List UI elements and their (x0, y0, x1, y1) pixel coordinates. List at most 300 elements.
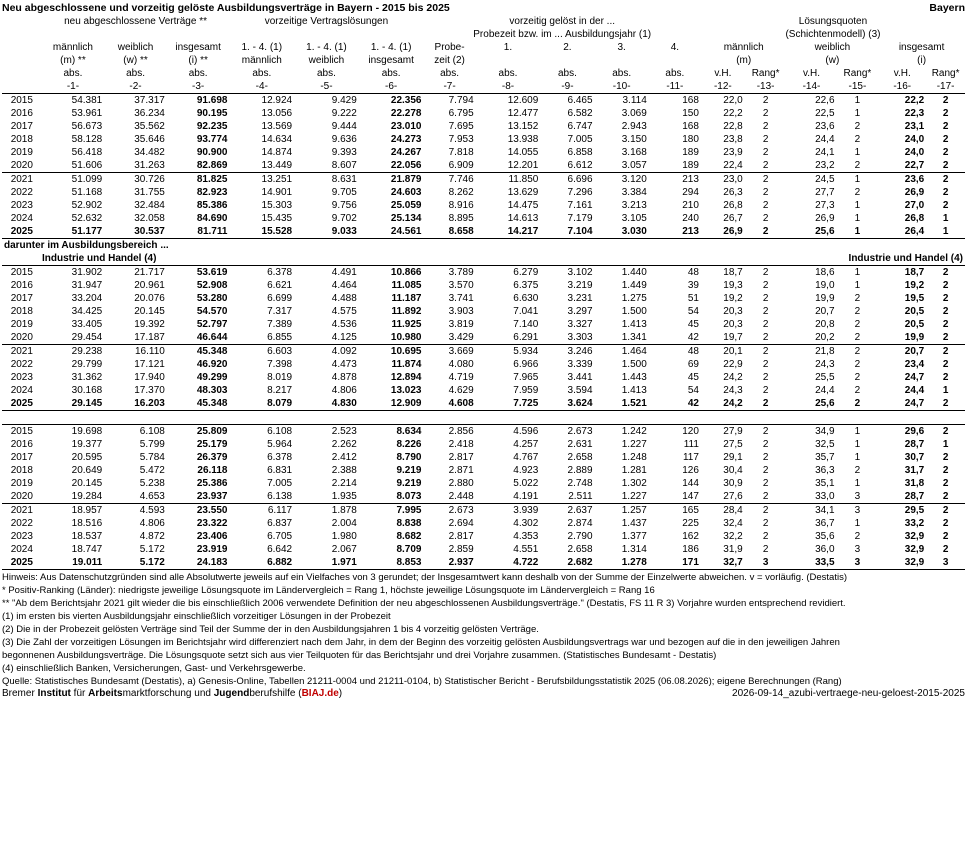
value-cell: 7.794 (448, 94, 474, 106)
col-4-sub: männlich (241, 54, 282, 66)
value-cell: 6.909 (448, 159, 474, 171)
index-cell: -1- (42, 80, 105, 94)
value-cell: 3.168 (621, 146, 647, 158)
value-cell: 8.916 (448, 199, 474, 211)
value-cell: 24,0 (904, 146, 925, 158)
value-cell: 49.299 (196, 371, 228, 383)
value-cell: 3.327 (567, 318, 593, 330)
value-cell: 31.263 (134, 159, 165, 171)
year-cell: 2025 (2, 556, 42, 570)
value-cell: 20.649 (71, 464, 103, 476)
table-row (2, 517, 965, 530)
value-cell: 213 (649, 173, 701, 187)
unit-cell: Rang* (931, 67, 960, 79)
value-cell: 2 (854, 159, 861, 171)
value-cell: 19,9 (815, 292, 835, 304)
value-cell: 2.856 (448, 425, 474, 437)
year-cell: 2021 (2, 173, 42, 187)
value-cell: 6.375 (513, 279, 539, 291)
value-cell: 2 (762, 94, 769, 106)
note-line: (3) Die Zahl der vorzeitigen Lösungen im Berichtsjahr wird differenziert nach dem Jahr, in dem der Beginn des vorzeitig gelösten Ausbildungsvertrags war und bezogen auf die in den jeweiligen Jahren (2, 637, 840, 648)
header-row-3 (2, 41, 965, 54)
value-cell: 81.711 (167, 225, 230, 239)
value-cell: 1 (926, 225, 965, 239)
value-cell: 19,9 (904, 331, 925, 343)
value-cell: 16.110 (104, 345, 167, 359)
value-cell: 23,4 (904, 358, 925, 370)
value-cell: 11.892 (391, 305, 422, 317)
value-cell: 24,3 (815, 358, 835, 370)
col-9-label: 2. (563, 41, 572, 53)
value-cell: 81.825 (167, 173, 230, 187)
value-cell: 26,9 (904, 186, 925, 198)
value-cell: 4.191 (513, 490, 539, 502)
header-row-2 (2, 28, 965, 41)
value-cell: 3.102 (567, 266, 593, 278)
value-cell: 24,2 (723, 371, 743, 383)
value-cell: 7.179 (567, 212, 593, 224)
value-cell: 165 (649, 504, 701, 518)
value-cell: 2 (762, 159, 769, 171)
value-cell: 4.722 (476, 556, 541, 570)
index-cell: -14- (786, 80, 836, 94)
value-cell: 225 (682, 517, 699, 529)
value-cell: 35,6 (815, 530, 835, 542)
value-cell: 2.673 (423, 504, 475, 518)
value-cell: 2 (942, 266, 949, 278)
value-cell: 11.085 (391, 279, 422, 291)
col-11-label: 4. (670, 41, 680, 53)
value-cell: 9.222 (331, 107, 357, 119)
unit-cell: abs. (665, 67, 685, 79)
table-row (2, 159, 965, 173)
value-cell: 32,4 (723, 517, 743, 529)
value-cell: 2 (762, 292, 769, 304)
value-cell: 9.702 (331, 212, 357, 224)
value-cell: 14.874 (261, 146, 293, 158)
index-cell: -6- (359, 80, 424, 94)
value-cell: 2 (942, 94, 949, 106)
value-cell: 26,8 (723, 199, 743, 211)
value-cell: 2.937 (423, 556, 475, 570)
value-cell: 36,3 (815, 464, 835, 476)
table-row (2, 397, 965, 411)
value-cell: 14.613 (507, 212, 539, 224)
value-cell: 13.938 (507, 133, 539, 145)
year-cell: 2016 (10, 438, 33, 450)
value-cell: 24,4 (815, 384, 835, 396)
value-cell: 32.058 (134, 212, 165, 224)
value-cell: 19,0 (815, 279, 835, 291)
value-cell: 9.219 (396, 477, 422, 489)
value-cell: 2.790 (567, 530, 593, 542)
value-cell: 25.809 (196, 425, 228, 437)
value-cell: 10.866 (390, 266, 422, 278)
value-cell: 1.464 (595, 345, 649, 359)
value-cell: 4.653 (139, 490, 165, 502)
year-cell: 2024 (10, 543, 33, 555)
value-cell: 6.465 (567, 94, 593, 106)
value-cell: 294 (682, 186, 699, 198)
value-cell: 19,5 (904, 292, 925, 304)
value-cell: 9.219 (396, 464, 422, 476)
value-cell: 1 (854, 425, 861, 437)
value-cell: 2.418 (448, 438, 474, 450)
value-cell: 22,2 (904, 94, 925, 106)
value-cell: 21.879 (359, 173, 424, 187)
table-row (2, 94, 965, 108)
value-cell: 26.118 (197, 464, 228, 476)
value-cell: 20,7 (815, 305, 835, 317)
value-cell: 3.150 (621, 133, 647, 145)
value-cell: 13.449 (261, 159, 293, 171)
value-cell: 90.900 (196, 146, 228, 158)
value-cell: 6.966 (513, 358, 539, 370)
value-cell: 2.004 (331, 517, 357, 529)
value-cell: 19.284 (71, 490, 103, 502)
section2-label-right: Industrie und Handel (4) (701, 252, 965, 266)
value-cell: 35,1 (815, 477, 835, 489)
value-cell: 9.636 (331, 133, 357, 145)
value-cell: 3.819 (448, 318, 474, 330)
col-6-label: 1. - 4. (1) (370, 41, 412, 53)
value-cell: 2 (942, 425, 949, 437)
header-index-row (2, 80, 965, 94)
quota-i-label: insgesamt (898, 41, 945, 53)
value-cell: 16.203 (104, 397, 167, 411)
value-cell: 39 (687, 279, 699, 291)
value-cell: 171 (649, 556, 701, 570)
value-cell: 1.413 (621, 384, 647, 396)
value-cell: 5.238 (139, 477, 165, 489)
value-cell: 33,5 (786, 556, 836, 570)
value-cell: 1 (854, 451, 861, 463)
value-cell: 2 (745, 504, 787, 518)
value-cell: 2 (854, 186, 861, 198)
value-cell: 24,4 (904, 384, 925, 396)
value-cell: 7.995 (359, 504, 424, 518)
value-cell: 42 (687, 331, 699, 343)
value-cell: 1.314 (621, 543, 647, 555)
value-cell: 6.612 (567, 159, 593, 171)
value-cell: 22,6 (815, 94, 835, 106)
value-cell: 120 (682, 425, 699, 437)
value-cell: 58.128 (71, 133, 103, 145)
unit-cell: abs. (63, 67, 83, 79)
value-cell: 36,7 (815, 517, 835, 529)
col-7-label: Probe- (434, 41, 465, 53)
value-cell: 31,9 (723, 543, 743, 555)
value-cell: 25.059 (390, 199, 422, 211)
value-cell: 1.257 (595, 504, 649, 518)
value-cell: 2 (942, 133, 949, 145)
value-cell: 23.937 (196, 490, 228, 502)
value-cell: 6.378 (267, 451, 293, 463)
value-cell: 23,9 (723, 146, 743, 158)
value-cell: 17.121 (134, 358, 165, 370)
value-cell: 1 (854, 94, 861, 106)
value-cell: 4.608 (423, 397, 475, 411)
value-cell: 5.799 (139, 438, 165, 450)
value-cell: 20,7 (878, 345, 926, 359)
col-2-label: weiblich (117, 41, 154, 53)
value-cell: 4.923 (513, 464, 539, 476)
value-cell: 20,3 (723, 305, 743, 317)
value-cell: 4.488 (331, 292, 357, 304)
value-cell: 4.491 (331, 266, 357, 278)
value-cell: 20.145 (71, 477, 103, 489)
value-cell: 2.682 (540, 556, 594, 570)
quota-w-label: weiblich (814, 41, 851, 53)
value-cell: 52.797 (196, 318, 228, 330)
value-cell: 2 (762, 477, 769, 489)
value-cell: 27,0 (904, 199, 925, 211)
value-cell: 4.593 (104, 504, 167, 518)
header-quota-2: (Schichtenmodell) (3) (785, 28, 881, 40)
value-cell: 2 (762, 438, 769, 450)
value-cell: 1.971 (294, 556, 359, 570)
value-cell: 2 (854, 464, 861, 476)
value-cell: 85.386 (196, 199, 228, 211)
value-cell: 3.570 (448, 279, 474, 291)
value-cell: 34.482 (134, 146, 165, 158)
value-cell: 4.257 (513, 438, 539, 450)
value-cell: 18.516 (71, 517, 103, 529)
value-cell: 3.231 (567, 292, 593, 304)
value-cell: 4.878 (331, 371, 357, 383)
value-cell: 31.947 (71, 279, 103, 291)
value-cell: 2.523 (331, 425, 357, 437)
col-1-sub: (m) ** (60, 54, 86, 66)
value-cell: 189 (682, 146, 699, 158)
unit-cell: abs. (252, 67, 272, 79)
value-cell: 3 (745, 556, 787, 570)
value-cell: 4.464 (331, 279, 357, 291)
value-cell: 51.168 (71, 186, 103, 198)
value-cell: 48.303 (196, 384, 228, 396)
index-cell: -15- (837, 80, 879, 94)
value-cell: 7.389 (267, 318, 293, 330)
value-cell: 210 (682, 199, 699, 211)
value-cell: 19.011 (42, 556, 105, 570)
value-cell: 35.646 (134, 133, 165, 145)
value-cell: 2 (854, 133, 861, 145)
value-cell: 8.658 (423, 225, 475, 239)
value-cell: 22,4 (723, 159, 743, 171)
value-cell: 4.353 (513, 530, 539, 542)
year-cell: 2020 (10, 331, 33, 343)
value-cell: 52.908 (196, 279, 228, 291)
value-cell: 20,3 (723, 318, 743, 330)
value-cell: 24,3 (723, 384, 743, 396)
value-cell: 22,8 (723, 120, 743, 132)
value-cell: 3.303 (567, 331, 593, 343)
value-cell: 37.317 (134, 94, 165, 106)
value-cell: 1.521 (595, 397, 649, 411)
value-cell: 24,2 (701, 397, 745, 411)
value-cell: 11.850 (476, 173, 541, 187)
col-7-sub: zeit (2) (434, 54, 465, 66)
value-cell: 3.297 (567, 305, 593, 317)
value-cell: 2 (854, 305, 861, 317)
value-cell: 29,6 (904, 425, 925, 437)
value-cell: 1.500 (621, 358, 647, 370)
value-cell: 3.789 (448, 266, 474, 278)
value-cell: 20.076 (134, 292, 165, 304)
col-1-label: männlich (52, 41, 93, 53)
unit-cell: abs. (317, 67, 336, 79)
value-cell: 45.348 (167, 345, 230, 359)
header-row-4 (2, 54, 965, 67)
value-cell: 1.281 (621, 464, 647, 476)
index-cell: -7- (423, 80, 475, 94)
value-cell: 8.226 (396, 438, 422, 450)
value-cell: 27,3 (815, 199, 835, 211)
value-cell: 29.145 (42, 397, 105, 411)
value-cell: 3.429 (448, 331, 474, 343)
value-cell: 8.790 (396, 451, 422, 463)
value-cell: 24.561 (359, 225, 424, 239)
value-cell: 2 (837, 397, 879, 411)
value-cell: 4.536 (331, 318, 357, 330)
value-cell: 51 (687, 292, 699, 304)
value-cell: 24,4 (815, 133, 835, 145)
unit-cell: abs. (126, 67, 145, 79)
year-cell: 2020 (10, 159, 33, 171)
year-cell: 2025 (2, 225, 42, 239)
value-cell: 2 (762, 266, 769, 278)
value-cell: 1.248 (621, 451, 647, 463)
value-cell: 3.903 (448, 305, 474, 317)
value-cell: 25.386 (196, 477, 228, 489)
value-cell: 3.246 (540, 345, 594, 359)
value-cell: 3 (854, 543, 861, 555)
value-cell: 2 (942, 146, 949, 158)
value-cell: 5.964 (267, 438, 293, 450)
value-cell: 8.217 (267, 384, 293, 396)
value-cell: 3.339 (567, 358, 593, 370)
value-cell: 35.562 (134, 120, 165, 132)
value-cell: 24,7 (904, 371, 925, 383)
year-cell: 2019 (10, 318, 33, 330)
value-cell: 6.279 (513, 266, 539, 278)
value-cell: 213 (649, 225, 701, 239)
value-cell: 1 (942, 212, 949, 224)
table-row (2, 490, 965, 504)
value-cell: 26,4 (878, 225, 926, 239)
value-cell: 2 (762, 517, 769, 529)
value-cell: 2 (762, 530, 769, 542)
index-cell: -11- (649, 80, 701, 94)
table-row (2, 146, 965, 159)
value-cell: 14.055 (507, 146, 539, 158)
brand-link[interactable]: BIAJ.de (301, 688, 339, 699)
value-cell: 48 (687, 266, 699, 278)
unit-cell: Rang* (751, 67, 780, 79)
value-cell: 3.120 (595, 173, 649, 187)
value-cell: 23.406 (196, 530, 228, 542)
value-cell: 2 (942, 464, 949, 476)
value-cell: 2.817 (448, 451, 474, 463)
value-cell: 22.356 (390, 94, 422, 106)
value-cell: 2.889 (567, 464, 593, 476)
value-cell: 3 (854, 490, 861, 502)
value-cell: 1 (942, 438, 949, 450)
year-cell: 2019 (10, 477, 33, 489)
value-cell: 33,2 (904, 517, 925, 529)
value-cell: 2 (942, 186, 949, 198)
value-cell: 56.673 (71, 120, 103, 132)
value-cell: 26,8 (904, 212, 925, 224)
value-cell: 30,7 (904, 451, 925, 463)
value-cell: 2 (942, 305, 949, 317)
col-8-label: 1. (503, 41, 513, 53)
value-cell: 51.606 (71, 159, 103, 171)
value-cell: 26,3 (723, 186, 743, 198)
brand-text: Bremer Institut für Arbeitsmarktforschung und Jugendberufshilfe (BIAJ.de) (2, 688, 343, 699)
value-cell: 20.961 (134, 279, 165, 291)
value-cell: 2.388 (331, 464, 357, 476)
value-cell: 23.550 (167, 504, 230, 518)
value-cell: 10.695 (359, 345, 424, 359)
value-cell: 2 (942, 517, 949, 529)
value-cell: 9.393 (331, 146, 357, 158)
value-cell: 14.475 (507, 199, 539, 211)
value-cell: 52.632 (71, 212, 103, 224)
value-cell: 32.484 (134, 199, 165, 211)
value-cell: 2 (854, 318, 861, 330)
value-cell: 2.748 (567, 477, 593, 489)
value-cell: 25.179 (196, 438, 228, 450)
value-cell: 2 (762, 371, 769, 383)
quota-i-sub: (i) (917, 54, 927, 66)
value-cell: 8.838 (396, 517, 422, 529)
value-cell: 2 (762, 199, 769, 211)
value-cell: 2 (762, 464, 769, 476)
value-cell: 2 (854, 331, 861, 343)
section-third (2, 425, 965, 570)
value-cell: 23,1 (904, 120, 925, 132)
value-cell: 23,8 (723, 133, 743, 145)
value-cell: 7.005 (267, 477, 293, 489)
value-cell: 1 (854, 438, 861, 450)
note-line: (2) Die in der Probezeit gelösten Verträge sind Teil der Summe der in den Ausbildungsjahren 1 bis 4 vorzeitig gelösten Verträge. (2, 624, 539, 635)
value-cell: 6.705 (267, 530, 293, 542)
value-cell: 1 (854, 199, 861, 211)
value-cell: 3 (837, 556, 879, 570)
value-cell: 1.878 (294, 504, 359, 518)
value-cell: 1 (837, 225, 879, 239)
value-cell: 12.909 (359, 397, 424, 411)
value-cell: 28,7 (904, 438, 925, 450)
value-cell: 46.644 (196, 331, 228, 343)
value-cell: 8.079 (229, 397, 294, 411)
table-row (2, 345, 965, 359)
value-cell: 4.551 (513, 543, 539, 555)
value-cell: 2.412 (331, 451, 357, 463)
value-cell: 3.594 (567, 384, 593, 396)
value-cell: 23.322 (196, 517, 228, 529)
unit-cell: v.H. (802, 67, 821, 79)
value-cell: 25.134 (390, 212, 422, 224)
value-cell: 2.874 (567, 517, 593, 529)
value-cell: 20,2 (815, 331, 835, 343)
value-cell: 3 (926, 556, 965, 570)
value-cell: 2 (837, 345, 879, 359)
index-cell: -12- (701, 80, 745, 94)
value-cell: 3.939 (476, 504, 541, 518)
value-cell: 36.234 (134, 107, 165, 119)
